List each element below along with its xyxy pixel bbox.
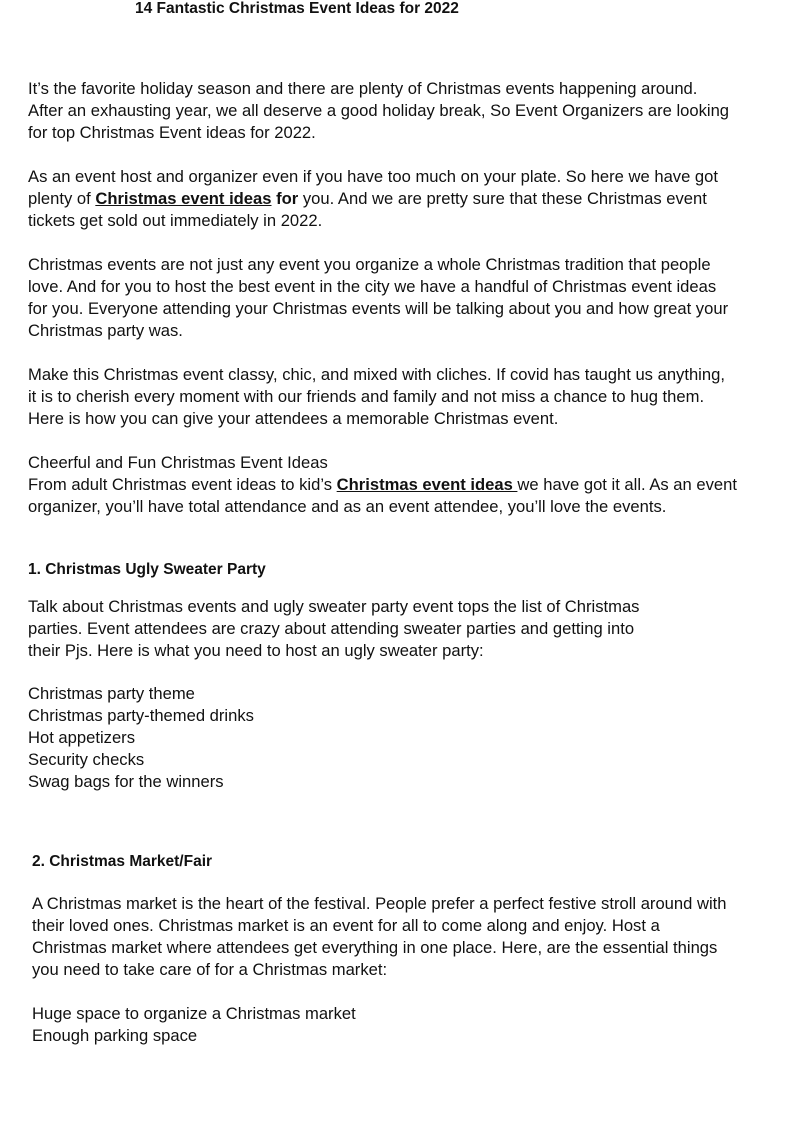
section-heading: 1. Christmas Ugly Sweater Party [28, 561, 266, 578]
text-line: A Christmas market is the heart of the festival. People prefer a perfect festive stroll around with [32, 894, 727, 913]
christmas-event-ideas-link[interactable]: Christmas event ideas [336, 475, 518, 494]
text-line: their loved ones. Christmas market is an event for all to come along and enjoy. Host a [32, 916, 660, 935]
text-line: it is to cherish every moment with our friends and family and not miss a chance to hug them. [28, 387, 705, 406]
text-line: parties. Event attendees are crazy about attending sweater parties and getting into [28, 619, 635, 638]
text-line: love. And for you to host the best event in the city we have a handful of Christmas event ideas [28, 277, 717, 296]
text-line: Talk about Christmas events and ugly sweater party event tops the list of Christmas [28, 597, 640, 616]
text-line: for you. Everyone attending your Christmas events will be talking about you and how great your [28, 299, 729, 318]
text-line [28, 474, 737, 496]
text-line: for top Christmas Event ideas for 2022. [28, 123, 316, 142]
text: plenty of [28, 189, 96, 208]
text-line: tickets get sold out immediately in 2022. [28, 211, 323, 230]
bold-text: for [271, 189, 299, 208]
list-item: Enough parking space [32, 1026, 198, 1045]
list-item: Christmas party-themed drinks [28, 706, 254, 725]
subheading: Cheerful and Fun Christmas Event Ideas [28, 453, 328, 472]
text-line: It’s the favorite holiday season and there are plenty of Christmas events happening around. [28, 79, 698, 98]
text-line: Make this Christmas event classy, chic, and mixed with cliches. If covid has taught us anything, [28, 365, 725, 384]
text-line: their Pjs. Here is what you need to host an ugly sweater party: [28, 641, 484, 660]
text-line: Here is how you can give your attendees a memorable Christmas event. [28, 409, 559, 428]
text-line: you need to take care of for a Christmas market: [32, 960, 388, 979]
text-line: Christmas events are not just any event you organize a whole Christmas tradition that people [28, 255, 711, 274]
list-item: Christmas party theme [28, 684, 195, 703]
section-heading: 2. Christmas Market/Fair [32, 853, 213, 870]
list-item: Swag bags for the winners [28, 772, 224, 791]
page-title: 14 Fantastic Christmas Event Ideas for 2022 [135, 0, 459, 17]
text: you. And we are pretty sure that these Christmas event [298, 189, 707, 208]
text: we have got it all. As an event [517, 475, 737, 494]
text-line: After an exhausting year, we all deserve a good holiday break, So Event Organizers are looking [28, 101, 730, 120]
list-item: Security checks [28, 750, 145, 769]
text-line: organizer, you’ll have total attendance and as an event attendee, you’ll love the events. [28, 497, 667, 516]
christmas-event-ideas-link[interactable]: Christmas event ideas [95, 189, 272, 208]
list-item: Huge space to organize a Christmas market [32, 1004, 356, 1023]
text-line: Christmas party was. [28, 321, 183, 340]
text-line: As an event host and organizer even if you have too much on your plate. So here we have got [28, 167, 719, 186]
text-line: Christmas market where attendees get everything in one place. Here, are the essential things [32, 938, 718, 957]
text: From adult Christmas event ideas to kid’s [28, 475, 337, 494]
text-line [28, 188, 707, 210]
list-item: Hot appetizers [28, 728, 135, 747]
